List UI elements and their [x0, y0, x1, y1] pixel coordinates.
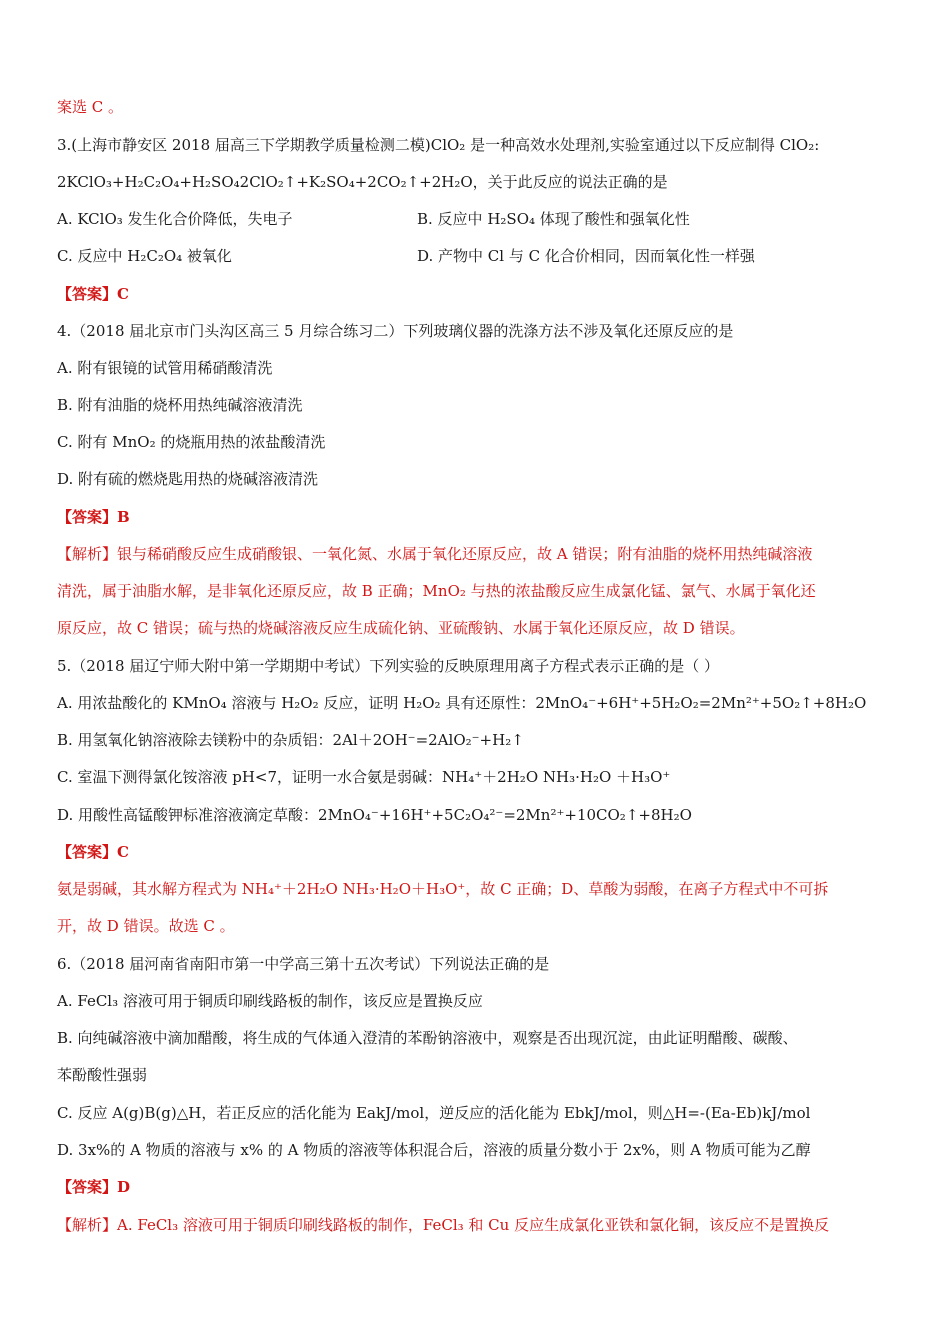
question-5-answer: 【答案】C: [57, 843, 129, 861]
question-3-stem: 3.(上海市静安区 2018 届高三下学期教学质量检测二模)ClO₂ 是一种高效水处理剂,实验室通过以下反应制得 ClO₂:: [57, 136, 820, 154]
question-5-option-b: B. 用氢氧化钠溶液除去镁粉中的杂质铝：2Al＋2OH⁻=2AlO₂⁻+H₂↑: [57, 731, 524, 749]
question-3-answer: 【答案】C: [57, 285, 129, 303]
question-5-stem: 5.（2018 届辽宁师大附中第一学期期中考试）下列实验的反映原理用离子方程式表示正确的是（ ）: [57, 657, 720, 675]
question-4-analysis-line-3: 原反应，故 C 错误；硫与热的烧碱溶液反应生成硫化钠、亚硫酸钠、水属于氧化还原反应，故 D 错误。: [57, 619, 745, 637]
question-6-option-c: C. 反应 A(g)B(g)△H，若正反应的活化能为 EakJ/mol，逆反应的活化能为 EbkJ/mol，则△H=-(Ea-Eb)kJ/mol: [57, 1104, 811, 1122]
question-6-analysis-line-1: 【解析】A. FeCl₃ 溶液可用于铜质印刷线路板的制作，FeCl₃ 和 Cu 反应生成氯化亚铁和氯化铜，该反应不是置换反: [57, 1216, 830, 1234]
question-5-analysis-line-2: 开，故 D 错误。故选 C 。: [57, 917, 235, 935]
question-6-option-a: A. FeCl₃ 溶液可用于铜质印刷线路板的制作，该反应是置换反应: [57, 992, 483, 1010]
question-4-option-b: B. 附有油脂的烧杯用热纯碱溶液清洗: [57, 396, 303, 414]
question-6-option-b-line-2: 苯酚酸性强弱: [57, 1066, 148, 1084]
question-4-stem: 4.（2018 届北京市门头沟区高三 5 月综合练习二）下列玻璃仪器的洗涤方法不涉及氧化还原反应的是: [57, 322, 734, 340]
question-3-option-d: D. 产物中 Cl 与 C 化合价相同，因而氧化性一样强: [417, 247, 755, 265]
question-3-option-b: B. 反应中 H₂SO₄ 体现了酸性和强氧化性: [417, 210, 690, 228]
question-4-option-d: D. 附有硫的燃烧匙用热的烧碱溶液清洗: [57, 470, 319, 488]
question-6-stem: 6.（2018 届河南省南阳市第一中学高三第十五次考试）下列说法正确的是: [57, 955, 550, 973]
question-3-equation: 2KClO₃+H₂C₂O₄+H₂SO₄2ClO₂↑+K₂SO₄+2CO₂↑+2H₂O，关于此反应的说法正确的是: [57, 173, 668, 191]
question-5-option-c: C. 室温下测得氯化铵溶液 pH<7，证明一水合氨是弱碱：NH₄⁺＋2H₂O NH₃·H₂O ＋H₃O⁺: [57, 768, 671, 786]
question-6-option-b-line-1: B. 向纯碱溶液中滴加醋酸，将生成的气体通入澄清的苯酚钠溶液中，观察是否出现沉淀，由此证明醋酸、碳酸、: [57, 1029, 798, 1047]
question-3-option-a: A. KClO₃ 发生化合价降低，失电子: [57, 210, 293, 228]
question-6-option-d: D. 3x%的 A 物质的溶液与 x% 的 A 物质的溶液等体积混合后，溶液的质量分数小于 2x%，则 A 物质可能为乙醇: [57, 1141, 811, 1159]
question-3-option-c: C. 反应中 H₂C₂O₄ 被氧化: [57, 247, 232, 265]
question-4-answer: 【答案】B: [57, 508, 130, 526]
question-4-analysis-line-2: 清洗，属于油脂水解，是非氧化还原反应，故 B 正确；MnO₂ 与热的浓盐酸反应生成氯化锰、氯气、水属于氧化还: [57, 582, 816, 600]
question-6-answer: 【答案】D: [57, 1178, 131, 1196]
question-5-option-d: D. 用酸性高锰酸钾标准溶液滴定草酸：2MnO₄⁻+16H⁺+5C₂O₄²⁻=2Mn²⁺+10CO₂↑+8H₂O: [57, 806, 692, 824]
question-4-analysis-line-1: 【解析】银与稀硝酸反应生成硝酸银、一氧化氮、水属于氧化还原反应，故 A 错误；附有油脂的烧杯用热纯碱溶液: [57, 545, 813, 563]
answer-continuation-text: 案选 C 。: [57, 98, 124, 116]
question-5-option-a: A. 用浓盐酸化的 KMnO₄ 溶液与 H₂O₂ 反应，证明 H₂O₂ 具有还原性：2MnO₄⁻+6H⁺+5H₂O₂=2Mn²⁺+5O₂↑+8H₂O: [57, 694, 867, 712]
question-5-analysis-line-1: 氨是弱碱，其水解方程式为 NH₄⁺＋2H₂O NH₃·H₂O＋H₃O⁺，故 C 正确；D、草酸为弱酸，在离子方程式中不可拆: [57, 880, 829, 898]
question-4-option-c: C. 附有 MnO₂ 的烧瓶用热的浓盐酸清洗: [57, 433, 326, 451]
question-4-option-a: A. 附有银镜的试管用稀硝酸清洗: [57, 359, 273, 377]
